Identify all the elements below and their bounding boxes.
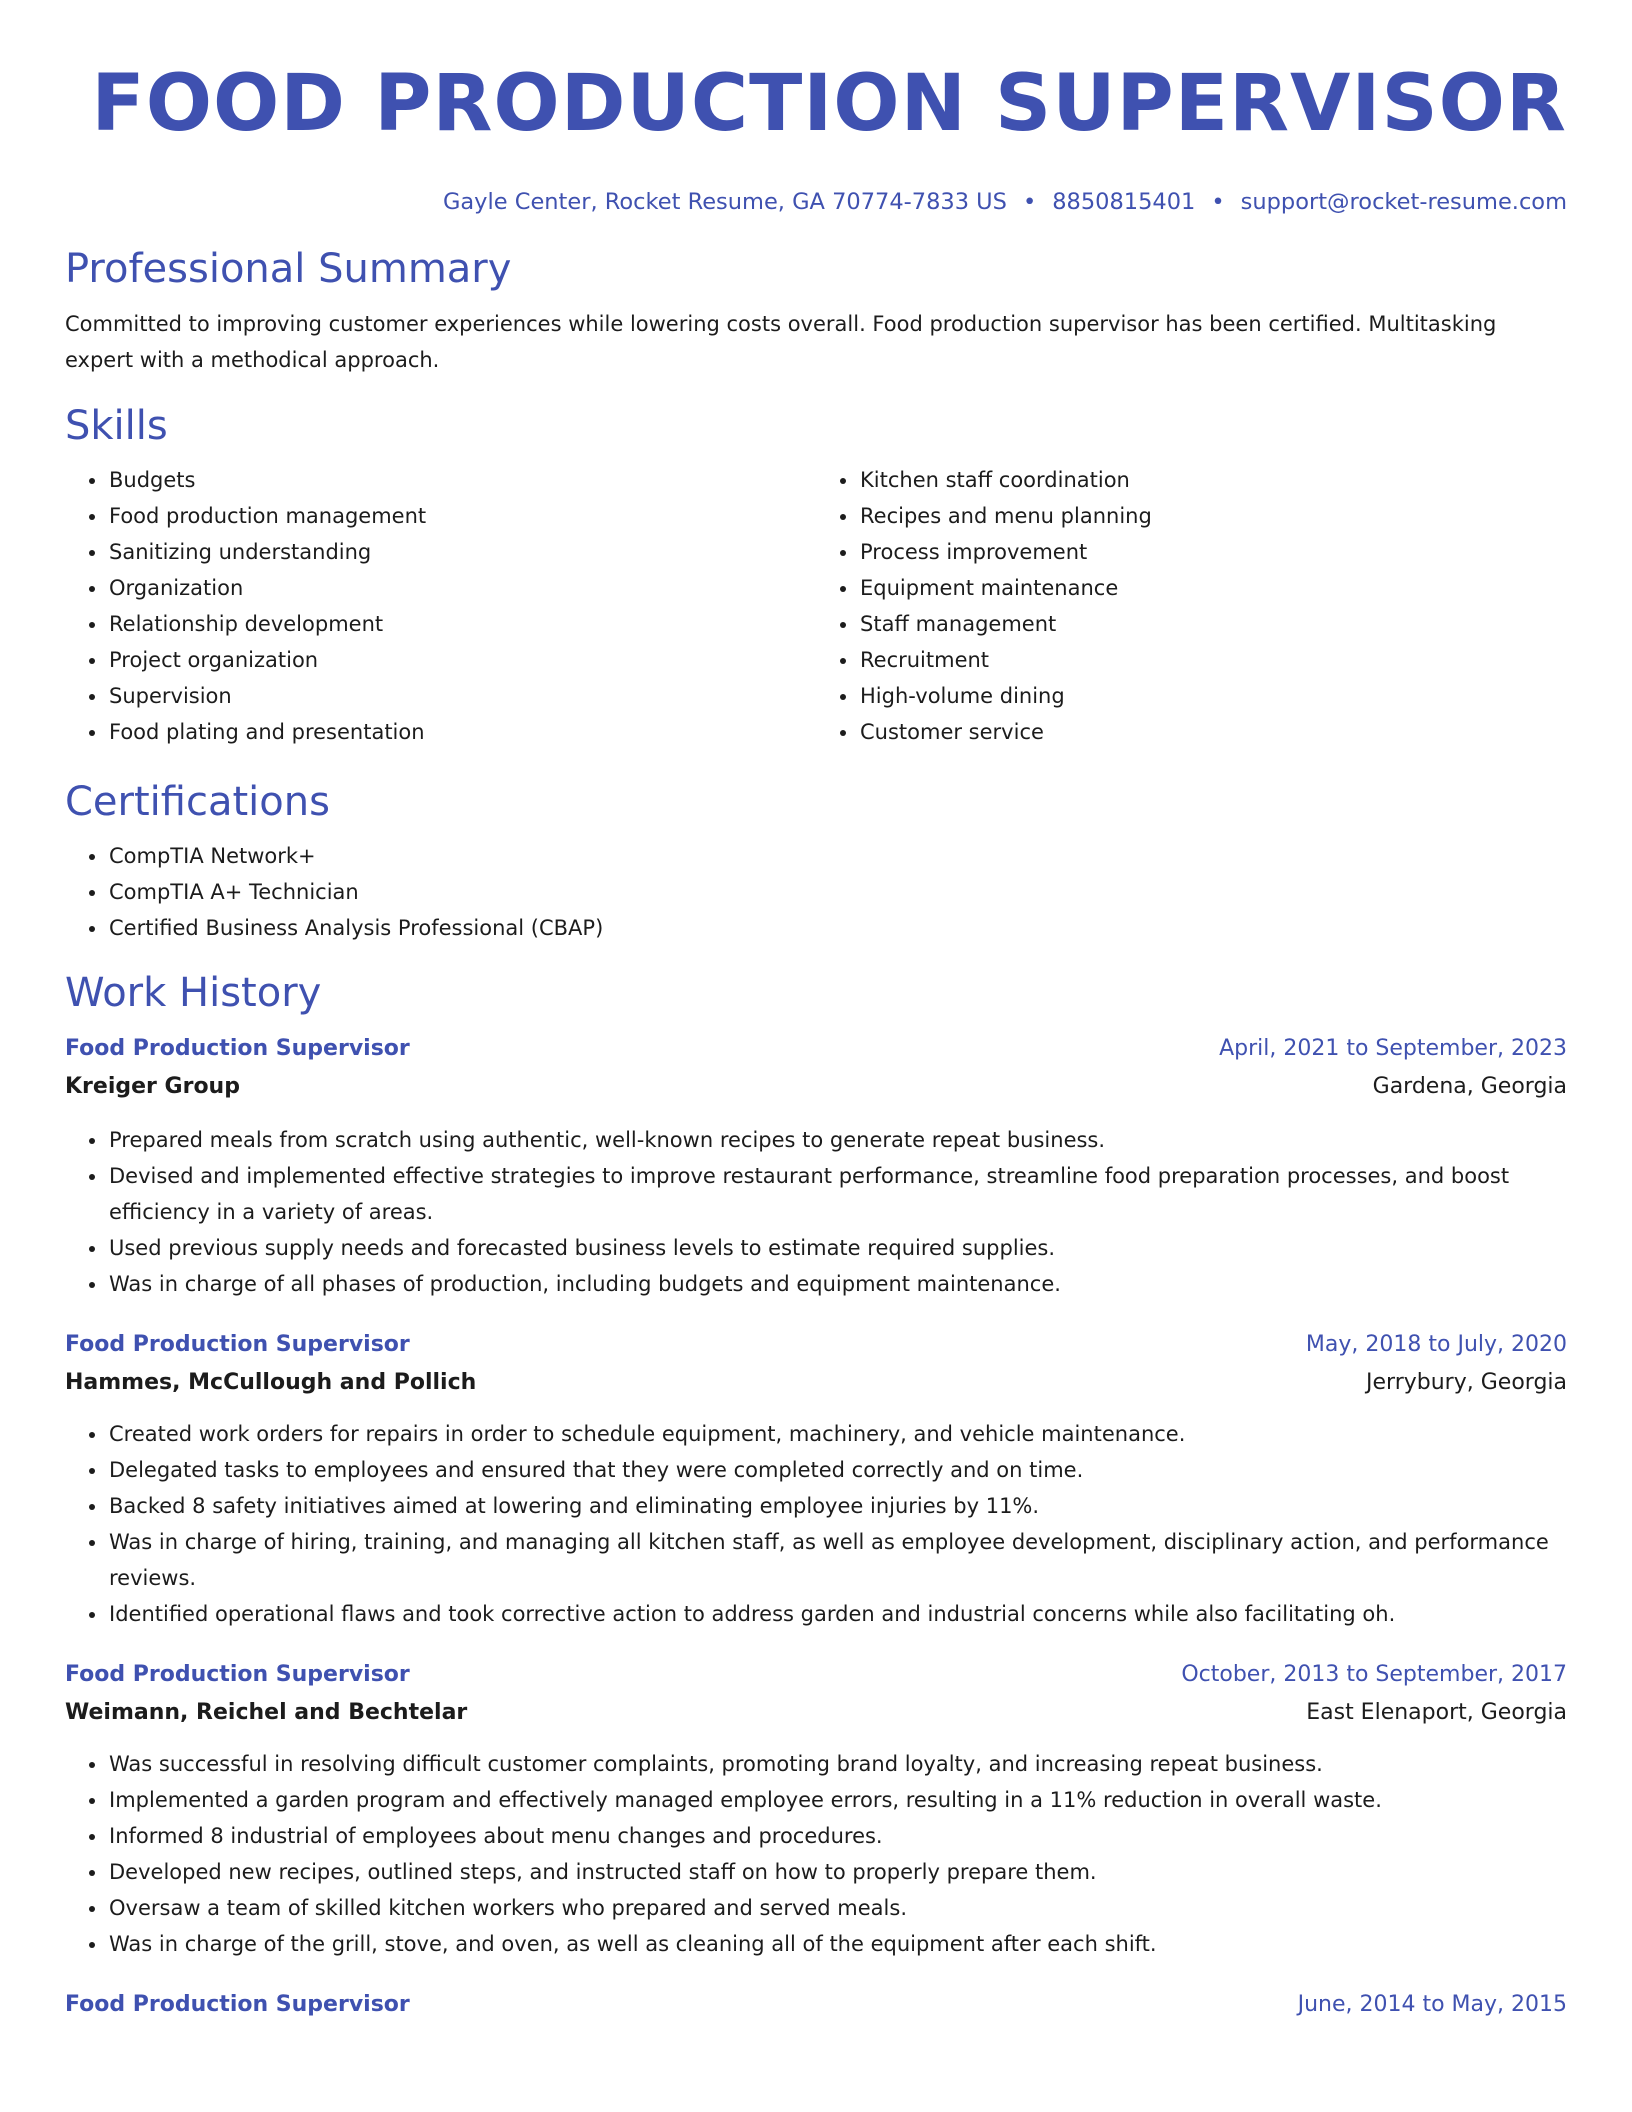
skills-heading: Skills [65, 403, 168, 449]
contact-separator: • [1022, 189, 1037, 215]
skills-list [65, 462, 1567, 750]
job-bullet: • Delegated tasks to employees and ensured that they were completed correctly and on time. [108, 1452, 1567, 1488]
job-dates: June, 2014 to May, 2015 [1297, 1992, 1567, 2017]
job-entry [65, 1656, 1567, 1962]
job-entry [65, 1986, 1567, 2024]
skill-item: • Relationship development [108, 606, 816, 642]
certifications-heading: Certifications [65, 779, 330, 825]
job-bullet: • Was in charge of the grill, stove, and oven, as well as cleaning all of the equipment after each shift. [108, 1926, 1567, 1962]
job-location: Jerrybury, Georgia [1366, 1370, 1567, 1395]
skill-item: • Sanitizing understanding [108, 534, 816, 570]
job-title-row [65, 1030, 1567, 1068]
skill-item: • Food production management [108, 498, 816, 534]
job-bullet: • Backed 8 safety initiatives aimed at lowering and eliminating employee injuries by 11%. [108, 1488, 1567, 1524]
certification-item: • Certified Business Analysis Professional (CBAP) [108, 910, 1567, 946]
job-bullet: • Devised and implemented effective strategies to improve restaurant performance, streamline food preparation processes, and boost efficiency in a variety of areas. [108, 1158, 1567, 1230]
job-company: Kreiger Group [65, 1074, 240, 1099]
skill-item: • Project organization [108, 642, 816, 678]
job-dates: October, 2013 to September, 2017 [1181, 1662, 1567, 1687]
job-dates: May, 2018 to July, 2020 [1305, 1332, 1567, 1357]
job-title: Food Production Supervisor [65, 1332, 410, 1357]
job-bullet: • Informed 8 industrial of employees about menu changes and procedures. [108, 1818, 1567, 1854]
contact-line [65, 188, 1567, 216]
job-company-row [65, 1694, 1567, 1732]
skill-item: • Recruitment [859, 642, 1567, 678]
skill-item: • Organization [108, 570, 816, 606]
job-bullet: • Was in charge of all phases of production, including budgets and equipment maintenance. [108, 1266, 1567, 1302]
skill-item: • Budgets [108, 462, 816, 498]
job-bullet: • Used previous supply needs and forecasted business levels to estimate required supplies. [108, 1230, 1567, 1266]
job-company-row [65, 1364, 1567, 1402]
job-bullet: • Oversaw a team of skilled kitchen workers who prepared and served meals. [108, 1890, 1567, 1926]
contact-email: support@rocket-resume.com [1240, 189, 1567, 215]
job-title-row [65, 1656, 1567, 1694]
skills-column-right [816, 462, 1567, 750]
skills-column-left [65, 462, 816, 750]
job-bullet: • Developed new recipes, outlined steps, and instructed staff on how to properly prepare them. [108, 1854, 1567, 1890]
summary-heading: Professional Summary [65, 246, 512, 292]
certifications-list [65, 838, 1567, 946]
job-entry [65, 1326, 1567, 1632]
certification-item: • CompTIA Network+ [108, 838, 1567, 874]
skill-item: • Recipes and menu planning [859, 498, 1567, 534]
job-title: Food Production Supervisor [65, 1036, 410, 1061]
job-location: East Elenaport, Georgia [1306, 1700, 1567, 1725]
contact-phone: 8850815401 [1052, 189, 1196, 215]
skill-item: • High-volume dining [859, 678, 1567, 714]
work-history-heading: Work History [65, 970, 322, 1016]
job-title: Food Production Supervisor [65, 1992, 410, 2017]
job-bullet: • Was in charge of hiring, training, and managing all kitchen staff, as well as employee development, disciplinary action, and performance reviews. [108, 1524, 1567, 1596]
skill-item: • Customer service [859, 714, 1567, 750]
skill-item: • Process improvement [859, 534, 1567, 570]
resume-title: FOOD PRODUCTION SUPERVISOR [91, 59, 1567, 149]
job-entry [65, 1030, 1567, 1302]
job-bullet: • Implemented a garden program and effectively managed employee errors, resulting in a 11% reduction in overall waste. [108, 1782, 1567, 1818]
job-bullets [65, 1122, 1567, 1302]
summary-text: Committed to improving customer experiences while lowering costs overall. Food production supervisor has been certified. Multitasking expert with a methodical approach. [65, 312, 1497, 372]
skill-item: • Staff management [859, 606, 1567, 642]
job-company: Hammes, McCullough and Pollich [65, 1370, 477, 1395]
job-bullet: • Created work orders for repairs in order to schedule equipment, machinery, and vehicle maintenance. [108, 1416, 1567, 1452]
job-title-row [65, 1986, 1567, 2024]
job-bullet: • Identified operational flaws and took corrective action to address garden and industrial concerns while also facilitating oh. [108, 1596, 1567, 1632]
job-bullets [65, 1746, 1567, 1962]
skill-item: • Food plating and presentation [108, 714, 816, 750]
certification-item: • CompTIA A+ Technician [108, 874, 1567, 910]
contact-address: Gayle Center, Rocket Resume, GA 70774-7833 US [442, 189, 1007, 215]
skill-item: • Equipment maintenance [859, 570, 1567, 606]
job-dates: April, 2021 to September, 2023 [1219, 1036, 1567, 1061]
job-company: Weimann, Reichel and Bechtelar [65, 1700, 468, 1725]
job-bullet: • Was successful in resolving difficult customer complaints, promoting brand loyalty, and increasing repeat business. [108, 1746, 1567, 1782]
job-bullets [65, 1416, 1567, 1632]
job-location: Gardena, Georgia [1372, 1074, 1567, 1099]
job-title: Food Production Supervisor [65, 1662, 410, 1687]
job-title-row [65, 1326, 1567, 1364]
job-bullet: • Prepared meals from scratch using authentic, well-known recipes to generate repeat business. [108, 1122, 1567, 1158]
contact-separator: • [1211, 189, 1225, 215]
skill-item: • Kitchen staff coordination [859, 462, 1567, 498]
job-company-row [65, 1068, 1567, 1106]
skill-item: • Supervision [108, 678, 816, 714]
